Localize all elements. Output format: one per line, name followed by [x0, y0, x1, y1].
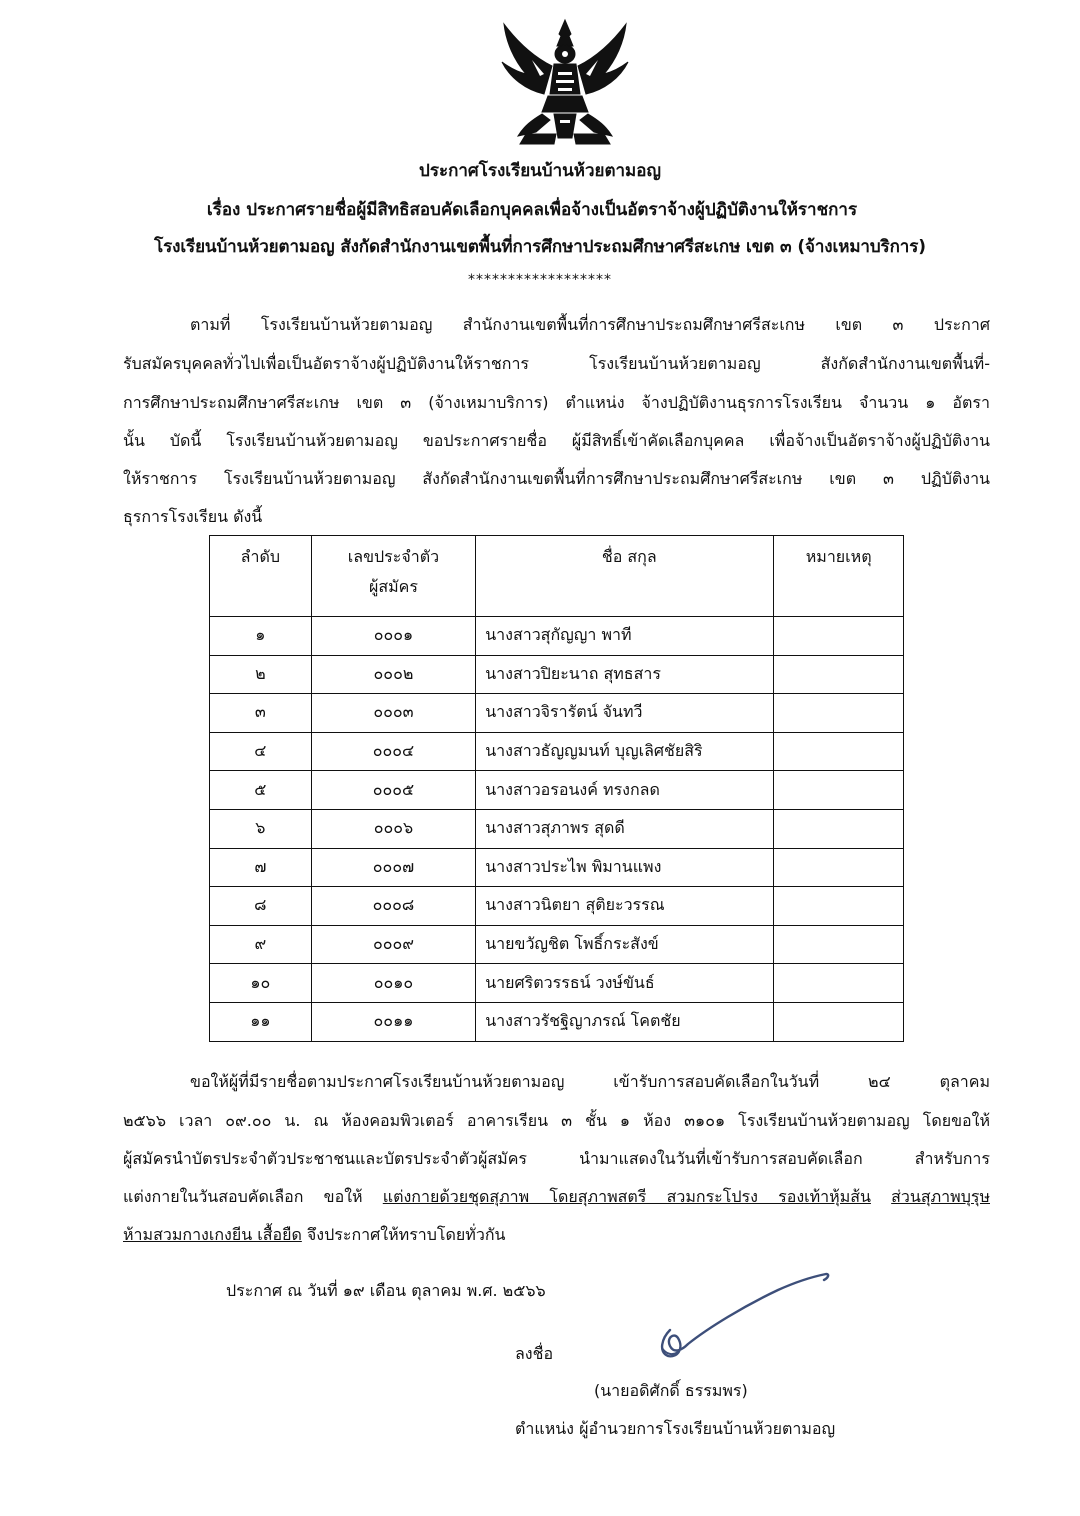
announcement-date: ประกาศ ณ วันที่ ๑๙ เดือน ตุลาคม พ.ศ. ๒๕๖๖: [226, 1281, 546, 1300]
table-header-row: [210, 536, 904, 617]
cell-note: [774, 617, 904, 656]
cell-name: นางสาวประไพ พิมานแพง: [476, 848, 774, 887]
candidate-table: [209, 535, 904, 1042]
cell-applicant-id: ๐๐๐๙: [311, 925, 476, 964]
table-row: [210, 617, 904, 656]
closing-line: ๒๕๖๖ เวลา ๐๙.๐๐ น. ณ ห้องคอมพิวเตอร์ อาคารเรียน ๓ ชั้น ๑ ห้อง ๓๑๐๑ โรงเรียนบ้านห้วยตามอญ โดยขอให้: [123, 1111, 990, 1130]
closing-line: ผู้สมัครนำบัตรประจำตัวประชาชนและบัตรประจำตัวผู้สมัคร นำมาแสดงในวันที่เข้ารับการสอบคัดเลือก สำหรับการ: [123, 1149, 990, 1168]
table-row: [210, 848, 904, 887]
cell-applicant-id: ๐๐๐๑: [311, 617, 476, 656]
sign-label: ลงชื่อ: [515, 1344, 554, 1363]
cell-order: ๙: [210, 925, 312, 964]
cell-applicant-id: ๐๐๑๑: [311, 1002, 476, 1041]
cell-name: นางสาวธัญญมนท์ บุญเลิศชัยสิริ: [476, 732, 774, 771]
cell-note: [774, 964, 904, 1003]
cell-applicant-id: ๐๐๑๐: [311, 964, 476, 1003]
cell-name: นายขวัญชิต โพธิ์กระสังข์: [476, 925, 774, 964]
closing-line-4-text: แต่งกายในวันสอบคัดเลือก ขอให้: [123, 1187, 383, 1206]
cell-order: ๗: [210, 848, 312, 887]
cell-order: ๔: [210, 732, 312, 771]
cell-note: [774, 809, 904, 848]
cell-note: [774, 771, 904, 810]
cell-name: นางสาวสุภาพร สุดดี: [476, 809, 774, 848]
closing-line: [123, 1224, 505, 1246]
handwritten-signature-icon: [648, 1268, 834, 1376]
cell-name: นางสาวอรอนงค์ ทรงกลด: [476, 771, 774, 810]
cell-applicant-id: ๐๐๐๘: [311, 887, 476, 926]
cell-applicant-id: ๐๐๐๗: [311, 848, 476, 887]
subject-line-2: โรงเรียนบ้านห้วยตามอญ สังกัดสำนักงานเขตพื้นที่การศึกษาประถมศึกษาศรีสะเกษ เขต ๓ (จ้างเหมาบริการ): [154, 237, 926, 257]
garuda-emblem-icon: [496, 16, 634, 148]
subject-line-1: เรื่อง ประกาศรายชื่อผู้มีสิทธิสอบคัดเลือกบุคคลเพื่อจ้างเป็นอัตราจ้างผู้ปฏิบัติงานให้ราชการ: [206, 200, 858, 220]
header-name: ชื่อ สกุล: [476, 536, 774, 617]
closing-line-5-text: จึงประกาศให้ทราบโดยทั่วกัน: [301, 1225, 506, 1244]
table-row: [210, 809, 904, 848]
table-row: [210, 732, 904, 771]
header-note: หมายเหตุ: [774, 536, 904, 617]
table-row: [210, 655, 904, 694]
cell-name: นางสาวรัชฐิญาภรณ์ โคตชัย: [476, 1002, 774, 1041]
cell-note: [774, 655, 904, 694]
cell-order: ๕: [210, 771, 312, 810]
intro-line: ธุรการโรงเรียน ดังนี้: [123, 507, 263, 526]
cell-note: [774, 732, 904, 771]
cell-note: [774, 694, 904, 733]
cell-applicant-id: ๐๐๐๖: [311, 809, 476, 848]
cell-note: [774, 1002, 904, 1041]
star-divider: ******************: [468, 272, 612, 288]
cell-order: ๑๐: [210, 964, 312, 1003]
dress-code-prohibited-underlined: ห้ามสวมกางเกงยีน เสื้อยืด: [123, 1225, 302, 1244]
cell-order: ๑๑: [210, 1002, 312, 1041]
cell-name: นายศริตวรรธน์ วงษ์ขันธ์: [476, 964, 774, 1003]
cell-note: [774, 848, 904, 887]
cell-applicant-id: ๐๐๐๒: [311, 655, 476, 694]
intro-line: ให้ราชการ โรงเรียนบ้านห้วยตามอญ สังกัดสำนักงานเขตพื้นที่การศึกษาประถมศึกษาศรีสะเกษ เขต ๓ ปฏิบัติงาน: [123, 469, 990, 488]
announcement-title: ประกาศโรงเรียนบ้านห้วยตามอญ: [419, 161, 661, 181]
cell-note: [774, 887, 904, 926]
signer-name: (นายอดิศักดิ์ ธรรมพร): [594, 1381, 748, 1400]
dress-code-underlined: แต่งกายด้วยชุดสุภาพ โดยสุภาพสตรี สวมกระโปรง รองเท้าหุ้มส้น: [382, 1187, 871, 1206]
cell-applicant-id: ๐๐๐๓: [311, 694, 476, 733]
dress-code-men-underlined: ส่วนสุภาพบุรุษ: [891, 1187, 990, 1206]
table-row: [210, 694, 904, 733]
intro-line: ตามที่ โรงเรียนบ้านห้วยตามอญ สำนักงานเขตพื้นที่การศึกษาประถมศึกษาศรีสะเกษ เขต ๓ ประกาศ: [190, 315, 990, 334]
table-row: [210, 1002, 904, 1041]
closing-line: [123, 1186, 990, 1208]
cell-name: นางสาวสุกัญญา พาที: [476, 617, 774, 656]
cell-order: ๖: [210, 809, 312, 848]
header-applicant-id: [311, 536, 476, 617]
intro-line: รับสมัครบุคคลทั่วไปเพื่อเป็นอัตราจ้างผู้ปฏิบัติงานให้ราชการ โรงเรียนบ้านห้วยตามอญ สังกัดสำนักงานเขตพื้นที่-: [123, 354, 990, 373]
intro-line: นั้น บัดนี้ โรงเรียนบ้านห้วยตามอญ ขอประกาศรายชื่อ ผู้มีสิทธิ์เข้าคัดเลือกบุคคล เพื่อจ้างเป็นอัตราจ้างผู้ปฏิบัติงาน: [123, 431, 990, 450]
table-row: [210, 771, 904, 810]
cell-order: ๒: [210, 655, 312, 694]
cell-applicant-id: ๐๐๐๔: [311, 732, 476, 771]
header-order: ลำดับ: [210, 536, 312, 617]
cell-name: นางสาวปิยะนาถ สุทธสาร: [476, 655, 774, 694]
table-row: [210, 925, 904, 964]
cell-applicant-id: ๐๐๐๕: [311, 771, 476, 810]
cell-order: ๑: [210, 617, 312, 656]
table-row: [210, 887, 904, 926]
cell-order: ๘: [210, 887, 312, 926]
table-row: [210, 964, 904, 1003]
header-id-line-2: ผู้สมัคร: [368, 577, 418, 596]
signer-position: ตำแหน่ง ผู้อำนวยการโรงเรียนบ้านห้วยตามอญ: [515, 1419, 836, 1438]
cell-note: [774, 925, 904, 964]
cell-name: นางสาวนิตยา สุติยะวรรณ: [476, 887, 774, 926]
header-id-line-1: เลขประจำตัว: [347, 547, 440, 566]
intro-line: การศึกษาประถมศึกษาศรีสะเกษ เขต ๓ (จ้างเหมาบริการ) ตำแหน่ง จ้างปฏิบัติงานธุรการโรงเรียน จำนวน ๑ อัตรา: [123, 393, 990, 412]
closing-line: ขอให้ผู้ที่มีรายชื่อตามประกาศโรงเรียนบ้านห้วยตามอญ เข้ารับการสอบคัดเลือกในวันที่ ๒๔ ตุลาคม: [190, 1072, 990, 1091]
cell-order: ๓: [210, 694, 312, 733]
cell-name: นางสาวจิรารัตน์ จันทวี: [476, 694, 774, 733]
